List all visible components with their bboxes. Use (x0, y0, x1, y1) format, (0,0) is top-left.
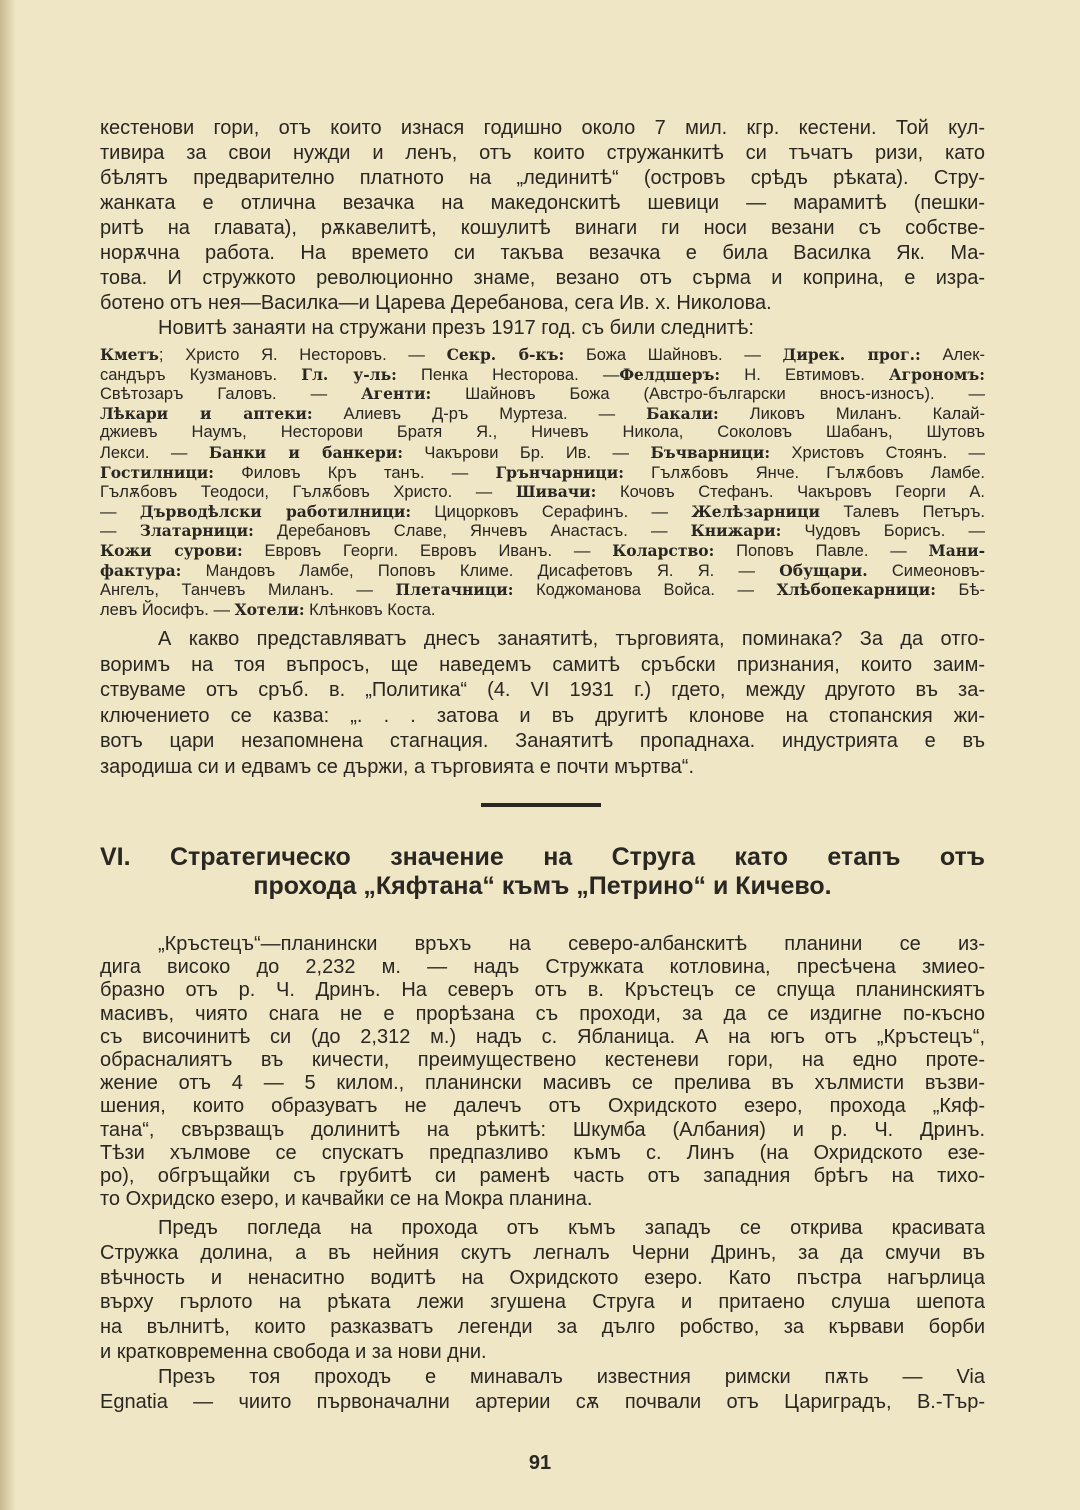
craft-entry: Цицорковъ Серафинъ. — (411, 502, 692, 521)
text-line: норѫчна работа. На времето си такъва везачка е била Василка Як. Ма- (100, 242, 985, 264)
text-line: вотъ цари незапомнена стагнация. Занаятитѣ пропаднаха. индустрията е въ (100, 730, 985, 753)
craft-entry: сандъръ Кузмановъ. (100, 365, 302, 384)
craft-category: Мани- (928, 540, 985, 560)
text-line: ствуваме отъ сръб. в. „Политика“ (4. VI 1931 г.) гдето, между другото въ за- (100, 679, 985, 702)
craft-entry: Алек- (920, 346, 985, 364)
text-line: ритѣ на главата), рѫкавелитѣ, кошулитѣ винаги ги носи везани съ собстве- (100, 217, 985, 239)
craft-entry: Чакърови Бр. Ив. — (402, 443, 651, 462)
craft-category: Агрономъ: (888, 364, 985, 384)
craft-entry: Н. Евтимовъ. (720, 365, 889, 384)
list-line (100, 463, 985, 483)
craft-entry: джиевъ Наумъ, Несторови Братя Я., Ничевъ Никола, Соколовъ Шабанъ, Шутовъ (100, 423, 985, 442)
text-line: ключението се казва: „. . . затова и въ другитѣ клонове на стопанския жи- (100, 704, 985, 727)
list-line (100, 384, 985, 404)
text-line: бразно отъ р. Ч. Дринъ. На северъ отъ в. Кръстецъ се спуща планинскиятъ (100, 979, 985, 1002)
craft-category: Плетачници: (395, 580, 514, 600)
heading-line: прохода „Кяфтана“ къмъ „Петрино“ и Кичево. (253, 872, 832, 900)
list-line (100, 600, 985, 620)
list-line (100, 482, 985, 502)
craft-category: Лѣкари и аптеки: (100, 403, 313, 423)
list-line (100, 580, 985, 600)
text-line: на вълнитѣ, които разказватъ легенди за дълго робство, за кървави борби (100, 1316, 985, 1339)
craft-entry: Ангелъ, Танчевъ Миланъ. — (100, 581, 396, 600)
craft-category: Книжари: (690, 521, 782, 541)
craft-entry: Симеоновъ- (867, 561, 985, 580)
craft-entry: Поповъ Павле. — (714, 541, 929, 560)
craft-entry: ; Христо Я. Несторовъ. — (158, 346, 447, 364)
text-line: съ височинитѣ си (до 2,312 м.) надъ с. Ябланица. А на югъ отъ „Кръстецъ“, (100, 1025, 985, 1048)
list-line (100, 521, 985, 541)
text-line: и кратковременна свобода и за нови дни. (100, 1340, 487, 1363)
craft-category: Бакали: (646, 403, 719, 423)
text-line: това. И стружкото революционно знаме, везано отъ сърма и коприна, е изра- (100, 267, 985, 289)
section-heading (100, 843, 985, 901)
craft-category: Секр. б-къ: (446, 345, 565, 364)
craft-entry: Евровъ Георги. Евровъ Иванъ. — (242, 541, 613, 560)
craft-category: Агенти: (361, 384, 432, 404)
text-line: вѣчность и ненаситно водитѣ на Охридското езеро. Като пъстра нагърлица (100, 1266, 985, 1289)
craft-entry: Божа Шайновъ. — (564, 346, 783, 364)
text-line: А какво представляватъ днесъ занаятитѣ, търговията, поминака? За да отго- (158, 628, 985, 650)
craft-category: Банки и банкери: (208, 442, 403, 462)
craft-entry: Бѣ- (935, 581, 985, 600)
text-line: то Охридско езеро, и качвайки се на Мокра планина. (100, 1188, 593, 1211)
craft-category: Бъчварници: (650, 442, 771, 462)
craft-entry: Шайновъ Божа (Австро-български вносъ-износъ). — (431, 385, 985, 404)
craft-category: Желѣзарници (691, 501, 820, 521)
craft-entry: Коджоманова Войса. — (513, 581, 777, 600)
list-line (100, 423, 985, 443)
craft-entry: Алиевъ Д-ръ Муртеза. — (312, 404, 647, 423)
text-line: върху гърлото на рѣката лежи згушена Струга и притаено слуша шепота (100, 1291, 985, 1314)
craft-category: Златарници: (139, 521, 254, 541)
page-edge (0, 0, 16, 1510)
list-line (100, 404, 985, 424)
text-line: Новитѣ занаяти на стружани презъ 1917 год. съ били следнитѣ: (158, 317, 754, 339)
paragraph-4 (100, 1216, 985, 1365)
text-line: Egnatia — чиито първоначални артерии сѫ почвали отъ Цариградъ, В.-Тър- (100, 1391, 985, 1413)
list-line (100, 365, 985, 385)
craft-category: Шивачи: (515, 482, 597, 502)
craft-category: Дирек. прог.: (782, 345, 921, 364)
craft-category: Дърводѣлски работилници: (139, 501, 412, 521)
text-line: Предъ погледа на прохода отъ къмъ западъ се открива красивата (158, 1217, 985, 1239)
craft-entry: левъ Йосифъ. — (100, 600, 235, 619)
paragraph-2 (100, 627, 985, 781)
craft-entry: Чудовъ Борисъ. — (781, 522, 985, 541)
text-line: Стружка долина, а въ нейния скутъ легналъ Черни Дринъ, за да смучи въ (100, 1241, 985, 1264)
text-line: зародиша си и едвамъ се държи, а търговията е почти мъртва“. (100, 755, 695, 778)
craft-entry: Гълѫбовъ Янче. Гълѫбовъ Ламбе. (623, 463, 985, 482)
page-number: 91 (528, 1452, 552, 1474)
craft-entry: Филовъ Кръ танъ. — (214, 463, 496, 482)
craft-category: Кметъ (100, 345, 159, 364)
craft-entry: — (100, 522, 140, 541)
craft-category: Кожи сурови: (100, 540, 243, 560)
craft-category: Хотели: (234, 599, 305, 619)
text-line: обрасналиятъ въ кичести, преимуществено кестеневи гори, на едно проте- (100, 1048, 985, 1071)
paragraph-3 (100, 933, 985, 1211)
text-line: воримъ на тоя въпросъ, ще наведемъ самитѣ сръбски признания, които заим- (100, 653, 985, 676)
crafts-list (100, 345, 985, 619)
craft-entry: Свѣтозаръ Галовъ. — (100, 385, 362, 404)
list-line (100, 443, 985, 463)
section-divider (481, 803, 601, 807)
craft-category: Грънчарници: (495, 462, 624, 482)
craft-category: Хлѣбопекарници: (776, 580, 936, 600)
text-line: „Кръстецъ“—планински връхъ на северо-албанскитѣ планини се из- (158, 933, 985, 955)
craft-category: Обущари. (779, 560, 868, 580)
text-line: дига високо до 2,232 м. — надъ Стружката котловина, пресѣчена змиео- (100, 956, 985, 979)
text-line: тивира за свои нужди и ленъ, отъ които стружанкитѣ си тъчатъ ризи, като (100, 142, 985, 164)
craft-entry: Христовъ Стоянъ. — (770, 443, 985, 462)
craft-entry: Лекси. — (100, 443, 209, 462)
craft-entry: Мандовъ Ламбе, Поповъ Климе. Дисафетовъ Я. Я. — (181, 561, 780, 580)
craft-entry: Талевъ Петъръ. (820, 502, 985, 521)
craft-entry: Гълѫбовъ Теодоси, Гълѫбовъ Христо. — (100, 483, 516, 502)
text-line: кестенови гори, отъ които изнася годишно около 7 мил. кгр. кестени. Той кул- (100, 117, 985, 139)
craft-category: Коларство: (612, 540, 715, 560)
craft-category: фактура: (100, 560, 182, 580)
list-line (100, 561, 985, 581)
text-line: шения, които образуватъ не далечъ отъ Охридското езеро, прохода „Кяф- (100, 1095, 985, 1118)
text-line: Тѣзи хълмове се спускатъ предпазливо къмъ с. Линъ (на Охридското езе- (100, 1141, 985, 1164)
list-line (100, 541, 985, 561)
text-line: бѣлятъ предварително платното на „лединитѣ“ (островъ срѣдъ рѣката). Стру- (100, 167, 985, 189)
craft-category: Гостилници: (100, 462, 215, 482)
paragraph-5 (100, 1365, 985, 1415)
craft-category: Фелдшеръ: (619, 364, 721, 384)
list-line (100, 502, 985, 522)
text-line: тана“, свързващъ долинитѣ на рѣкитѣ: Шкумба (Албания) и р. Ч. Дринъ. (100, 1118, 985, 1141)
text-line: ро), обгръщайки съ грубитѣ си раменѣ часть отъ западния брѣгъ на тихо- (100, 1164, 985, 1187)
text-line: масивъ, чиято снага не е прорѣзана съ проходи, за да се издигне по-късно (100, 1002, 985, 1025)
text-line: жение отъ 4 — 5 килом., планински масивъ се прелива въ хълмисти възви- (100, 1072, 985, 1095)
craft-entry: Клѣнковъ Коста. (304, 600, 436, 619)
heading-line: VI. Стратегическо значение на Струга като етапъ отъ (100, 843, 985, 871)
craft-category: Гл. у-ль: (301, 364, 397, 384)
craft-entry: Ликовъ Миланъ. Калай- (718, 404, 985, 423)
text-line: Презъ тоя проходъ е минавалъ известния римски пѫть — Via (158, 1366, 985, 1388)
text-line: жанката е отлична везачка на македонскитѣ шевици — марамитѣ (пешки- (100, 192, 985, 214)
paragraph-1 (100, 116, 985, 341)
text-line: ботено отъ нея—Василка—и Царева Деребанова, сега Ив. х. Николова. (100, 292, 772, 314)
craft-entry: Пенка Несторова. — (396, 365, 620, 384)
craft-entry: Кочовъ Стефанъ. Чакъровъ Георги А. (596, 483, 985, 502)
list-line (100, 345, 985, 365)
craft-entry: Деребановъ Славе, Янчевъ Анастасъ. — (253, 522, 691, 541)
craft-entry: — (100, 502, 140, 521)
